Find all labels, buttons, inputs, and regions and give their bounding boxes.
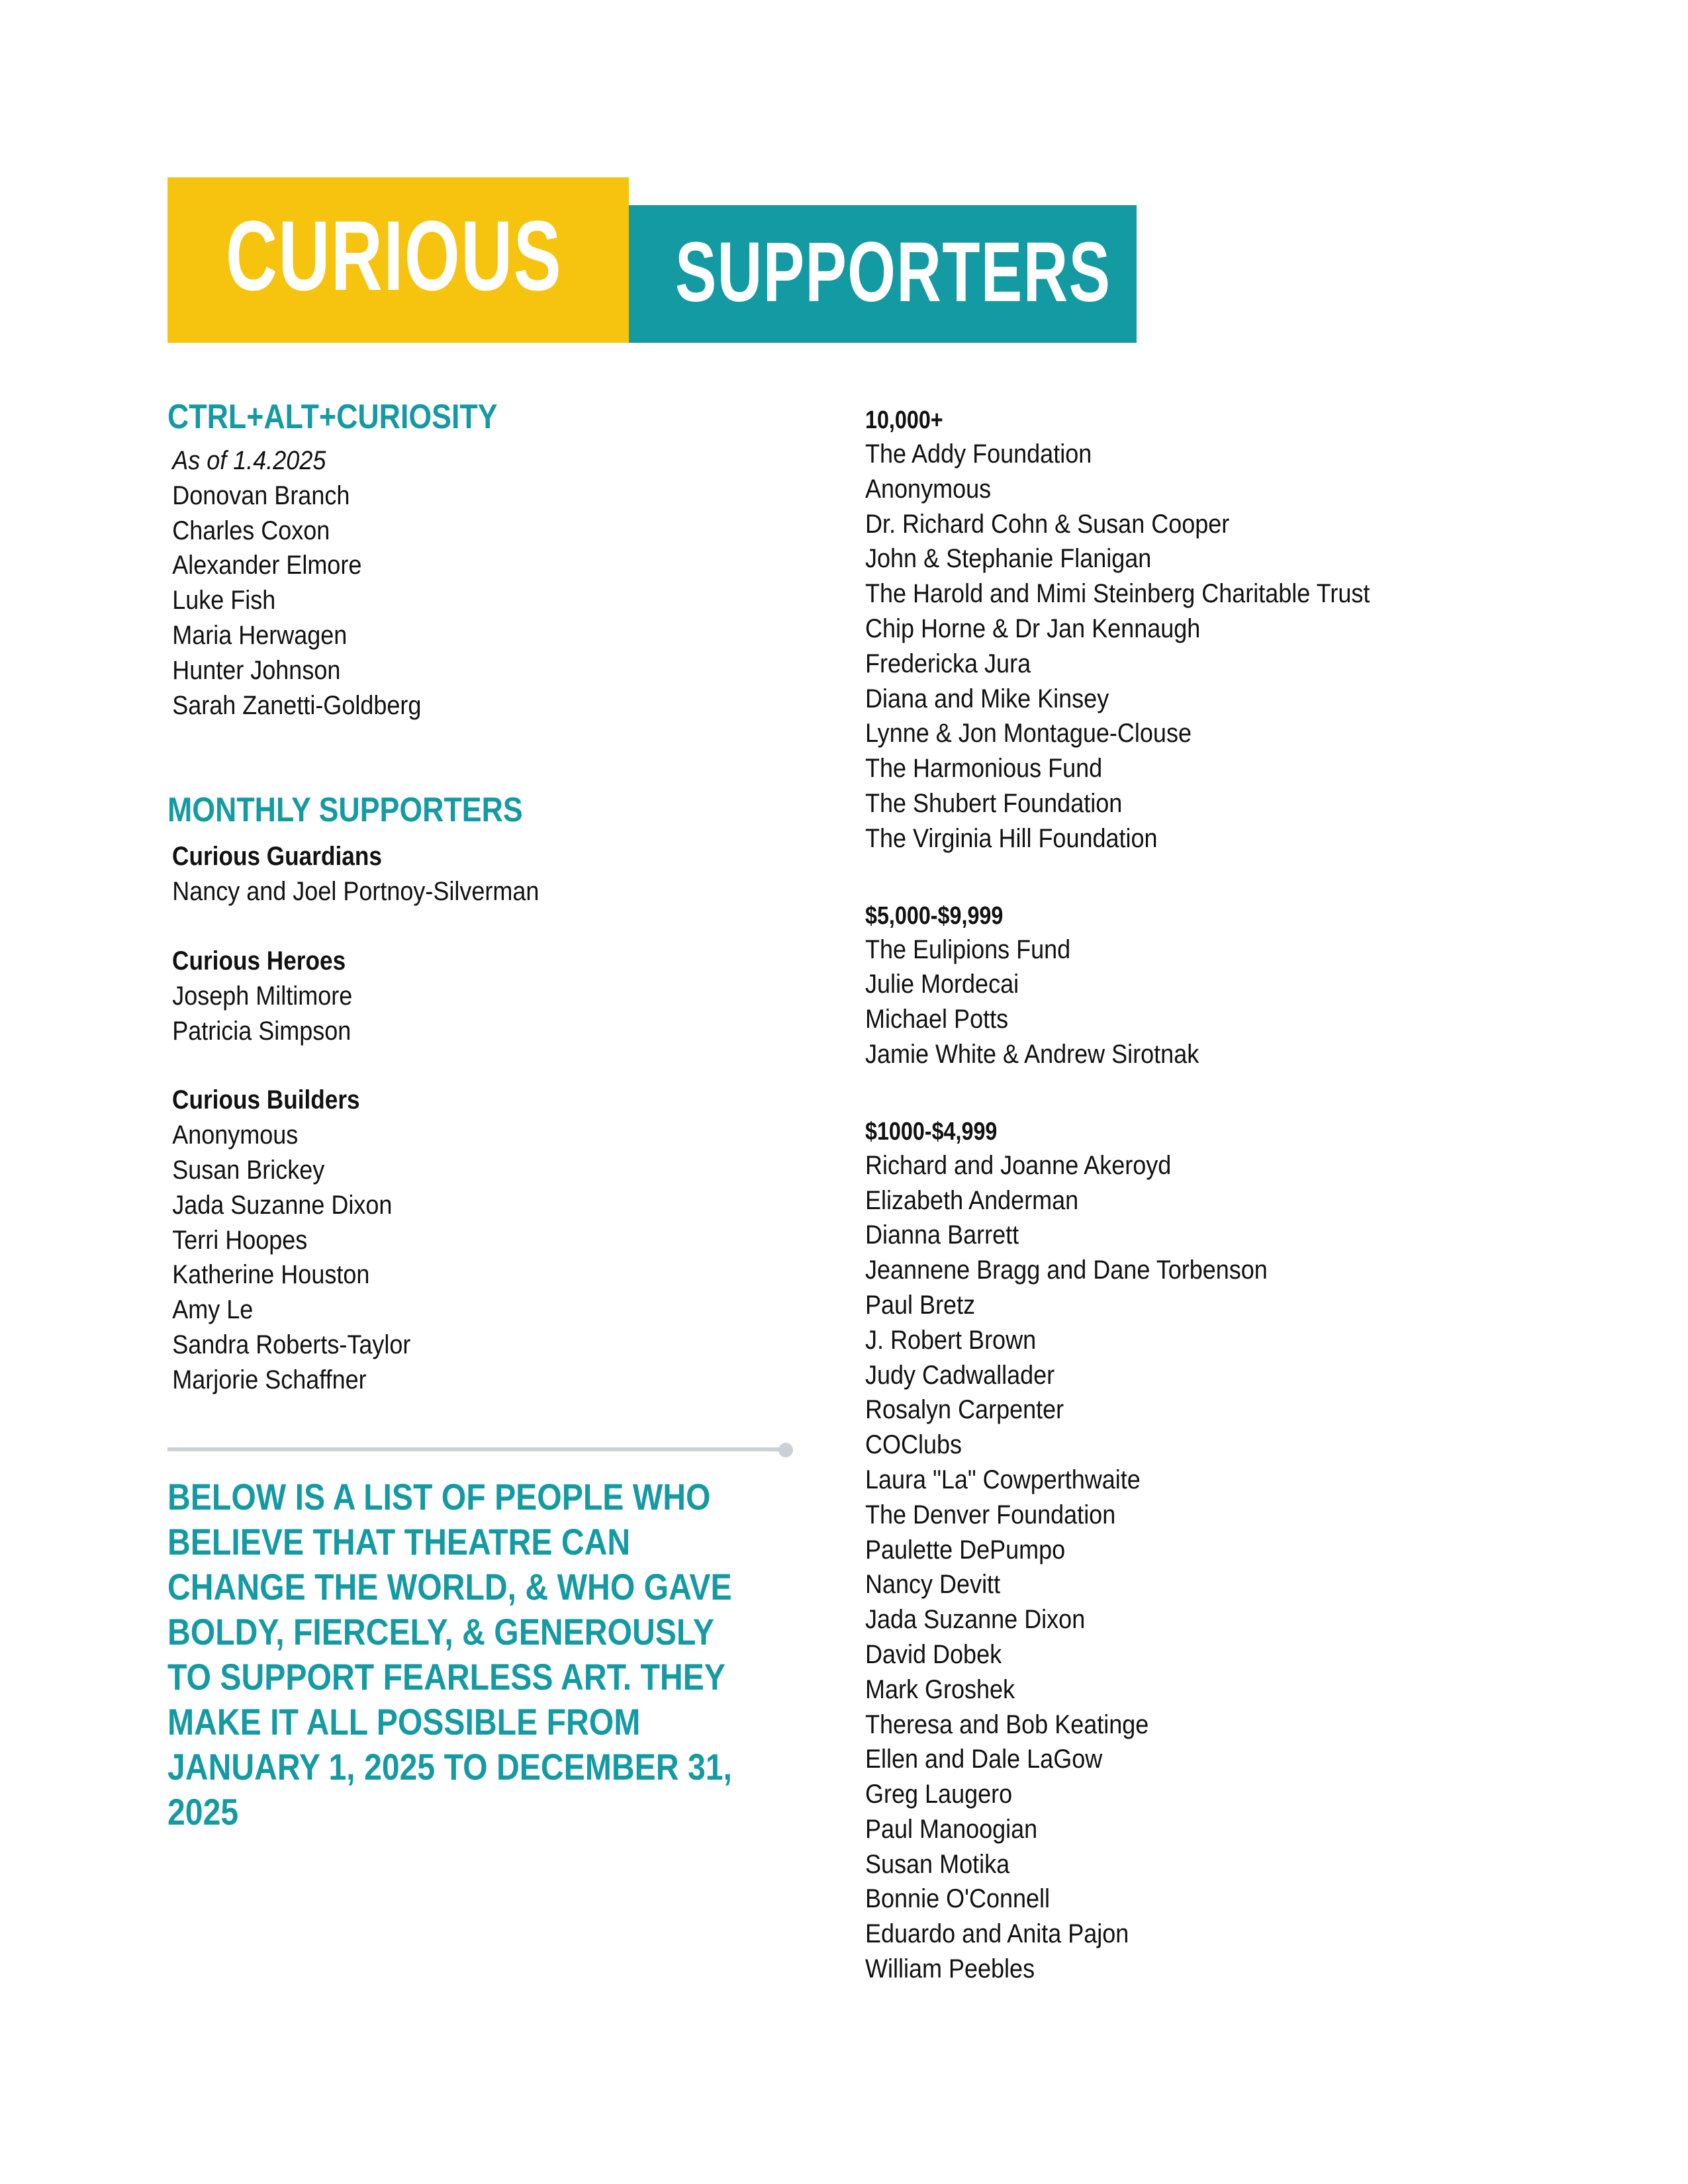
section-divider [167, 1447, 786, 1451]
donor-name: Mark Groshek [865, 1674, 1015, 1704]
donor-name: Ellen and Dale LaGow [865, 1745, 1103, 1774]
builder-name: Anonymous [172, 1120, 299, 1150]
divider-end-dot [778, 1443, 793, 1457]
builder-name: Terri Hoopes [172, 1225, 308, 1255]
donor-name: The Virginia Hill Foundation [865, 823, 1158, 853]
donor-name: Jamie White & Andrew Sirotnak [865, 1039, 1199, 1069]
donor-name: William Peebles [865, 1954, 1035, 1984]
donor-name: Dianna Barrett [865, 1220, 1019, 1250]
tier-title-5000: $5,000-$9,999 [865, 901, 1004, 930]
hero-name: Joseph Miltimore [172, 981, 353, 1011]
right-column [865, 404, 1626, 1987]
builder-name: Sandra Roberts-Taylor [172, 1330, 411, 1359]
donor-statement: BELOW IS A LIST OF PEOPLE WHO BELIEVE THAT THEATRE CAN CHANGE THE WORLD, & WHO GAVE BOLDY, FIERCELY, & GENEROUSLY TO SUPPORT FEARLESS ART. THEY MAKE IT ALL POSSIBLE FROM JANUARY 1, 2025 TO DECEMBER 31, 2025 [167, 1476, 732, 1833]
ctrl-name: Luke Fish [172, 586, 276, 615]
donor-name: Bonnie O'Connell [865, 1884, 1051, 1914]
donor-name: Paul Bretz [865, 1290, 976, 1320]
donor-name: The Eulipions Fund [865, 934, 1071, 964]
donor-name: Jeannene Bragg and Dane Torbenson [865, 1255, 1268, 1285]
builder-name: Marjorie Schaffner [172, 1365, 367, 1394]
donor-name: Theresa and Bob Keatinge [865, 1709, 1149, 1739]
donor-name: Elizabeth Anderman [865, 1185, 1079, 1215]
donor-name: The Denver Foundation [865, 1500, 1116, 1529]
donor-name: Laura "La" Cowperthwaite [865, 1465, 1141, 1494]
donor-name: COClubs [865, 1430, 962, 1460]
group-title-builders: Curious Builders [172, 1085, 360, 1115]
builder-name: Jada Suzanne Dixon [172, 1190, 393, 1220]
donor-name: Rosalyn Carpenter [865, 1395, 1064, 1425]
ctrl-name: Hunter Johnson [172, 655, 341, 685]
donor-name: Lynne & Jon Montague-Clouse [865, 719, 1192, 749]
donor-name: Nancy Devitt [865, 1570, 1001, 1600]
donor-name: Chip Horne & Dr Jan Kennaugh [865, 614, 1201, 643]
donor-name: Fredericka Jura [865, 649, 1031, 678]
donor-name: Susan Motika [865, 1849, 1010, 1879]
as-of-date: As of 1.4.2025 [172, 446, 326, 475]
banner-curious [167, 177, 629, 343]
tier-title-1000: $1000-$4,999 [865, 1117, 998, 1146]
donor-name: Jada Suzanne Dixon [865, 1605, 1086, 1635]
ctrl-name: Sarah Zanetti-Goldberg [172, 690, 422, 720]
donor-name: Paulette DePumpo [865, 1535, 1066, 1565]
donor-name: Paul Manoogian [865, 1814, 1038, 1844]
donor-name: The Shubert Foundation [865, 788, 1123, 818]
group-title-guardians: Curious Guardians [172, 842, 382, 872]
builder-name: Amy Le [172, 1295, 254, 1325]
donor-name: David Dobek [865, 1639, 1002, 1669]
ctrl-name: Alexander Elmore [172, 551, 362, 580]
donor-name: Greg Laugero [865, 1780, 1013, 1809]
monthly-heading: MONTHLY SUPPORTERS [167, 791, 523, 830]
hero-name: Patricia Simpson [172, 1016, 352, 1046]
group-title-heroes: Curious Heroes [172, 946, 346, 976]
left-column [167, 397, 803, 1398]
ctrl-heading: CTRL+ALT+CURIOSITY [167, 398, 498, 436]
donor-name: Anonymous [865, 474, 992, 504]
banner-word-supporters: SUPPORTERS [675, 225, 1111, 320]
banner-word-curious: CURIOUS [226, 200, 563, 311]
ctrl-name: Charles Coxon [172, 516, 330, 545]
guardian-name: Nancy and Joel Portnoy-Silverman [172, 877, 539, 907]
donor-name: The Harold and Mimi Steinberg Charitable Trust [865, 579, 1370, 609]
donor-name: The Addy Foundation [865, 439, 1092, 469]
donor-name: Richard and Joanne Akeroyd [865, 1150, 1172, 1180]
donor-name: Diana and Mike Kinsey [865, 684, 1109, 713]
donor-name: Judy Cadwallader [865, 1360, 1055, 1390]
ctrl-name: Donovan Branch [172, 480, 350, 510]
donor-name: John & Stephanie Flanigan [865, 544, 1152, 574]
donor-name: Dr. Richard Cohn & Susan Cooper [865, 509, 1230, 539]
donor-name: J. Robert Brown [865, 1325, 1037, 1355]
banner-supporters [629, 205, 1137, 343]
donor-name: Michael Potts [865, 1005, 1009, 1034]
builder-name: Susan Brickey [172, 1155, 325, 1185]
ctrl-name: Maria Herwagen [172, 620, 348, 650]
donor-name: Julie Mordecai [865, 970, 1019, 999]
donor-name: Eduardo and Anita Pajon [865, 1919, 1129, 1949]
donor-name: The Harmonious Fund [865, 754, 1103, 784]
tier-title-10000: 10,000+ [865, 406, 943, 434]
builder-name: Katherine Houston [172, 1260, 370, 1290]
